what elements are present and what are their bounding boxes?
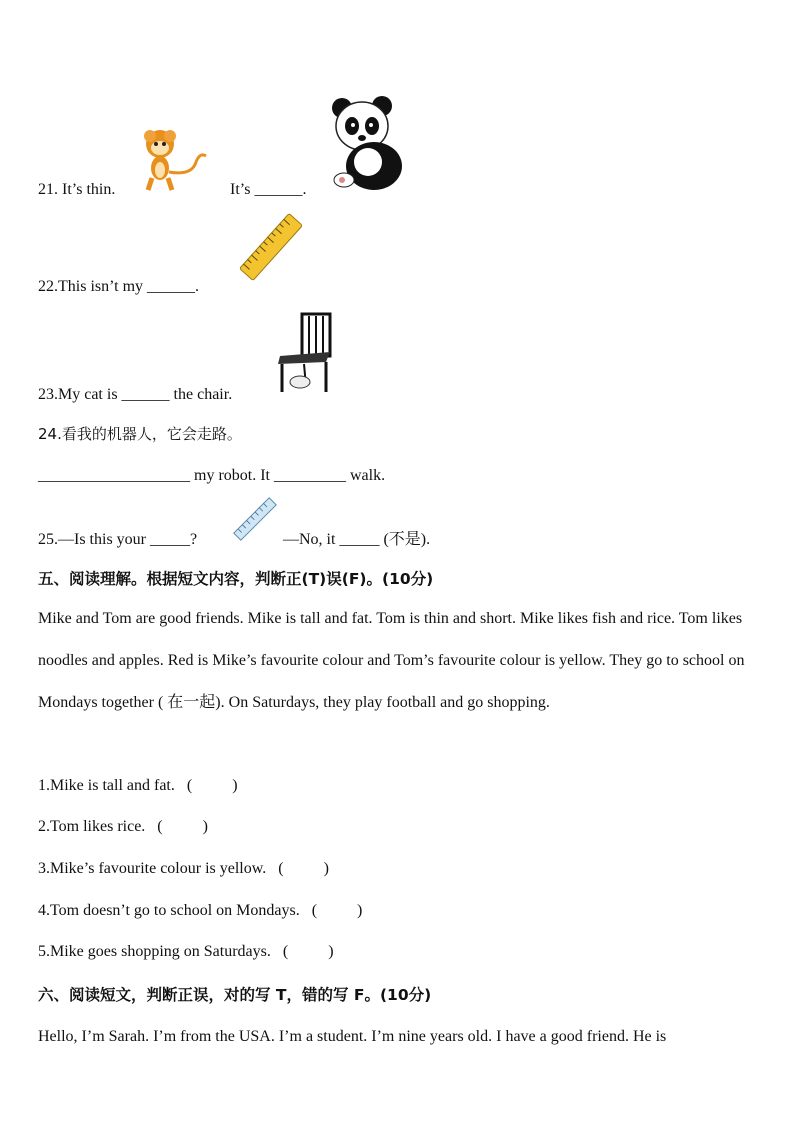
q21-left: 21. It’s thin. <box>38 181 116 198</box>
section6-heading: 六、阅读短文，判断正误，对的写 T，错的写 F。(10分) <box>38 986 432 1004</box>
q24-chinese: 24.看我的机器人，它会走路。 <box>38 425 242 443</box>
q25-right: —No, it _____ (不是). <box>283 531 431 548</box>
question-2: 2.Tom likes rice. ( ) <box>38 818 208 835</box>
small-ruler-icon <box>230 494 280 544</box>
q22: 22.This isn’t my ______. <box>38 278 200 295</box>
chair-icon <box>276 312 334 394</box>
section5-passage: Mike and Tom are good friends. Mike is tall and fat. Tom is thin and short. Mike likes fish and rice. Tom likes noodles and apples. Red is Mike’s favourite colour and Tom’s favourite colour is yellow. They go to school on Mondays together ( 在一起). On Saturdays, they play football and go shopping. <box>38 610 745 711</box>
question-5: 5.Mike goes shopping on Saturdays. ( ) <box>38 943 334 960</box>
q25-left: 25.—Is this your _____? <box>38 531 198 548</box>
monkey-icon <box>132 126 212 194</box>
section5-heading: 五、阅读理解。根据短文内容，判断正(T)误(F)。(10分) <box>38 570 434 588</box>
q23: 23.My cat is ______ the chair. <box>38 386 233 403</box>
section6-passage: Hello, I’m Sarah. I’m from the USA. I’m a student. I’m nine years old. I have a good friend. He is <box>38 1028 667 1045</box>
ruler-icon <box>232 206 310 288</box>
question-3: 3.Mike’s favourite colour is yellow. ( ) <box>38 860 329 877</box>
question-4: 4.Tom doesn’t go to school on Mondays. ( ) <box>38 902 363 919</box>
panda-icon <box>328 96 408 192</box>
q24-english: ___________________ my robot. It _________ walk. <box>38 467 386 484</box>
question-1: 1.Mike is tall and fat. ( ) <box>38 777 238 794</box>
q21-right: It’s ______. <box>230 181 307 198</box>
